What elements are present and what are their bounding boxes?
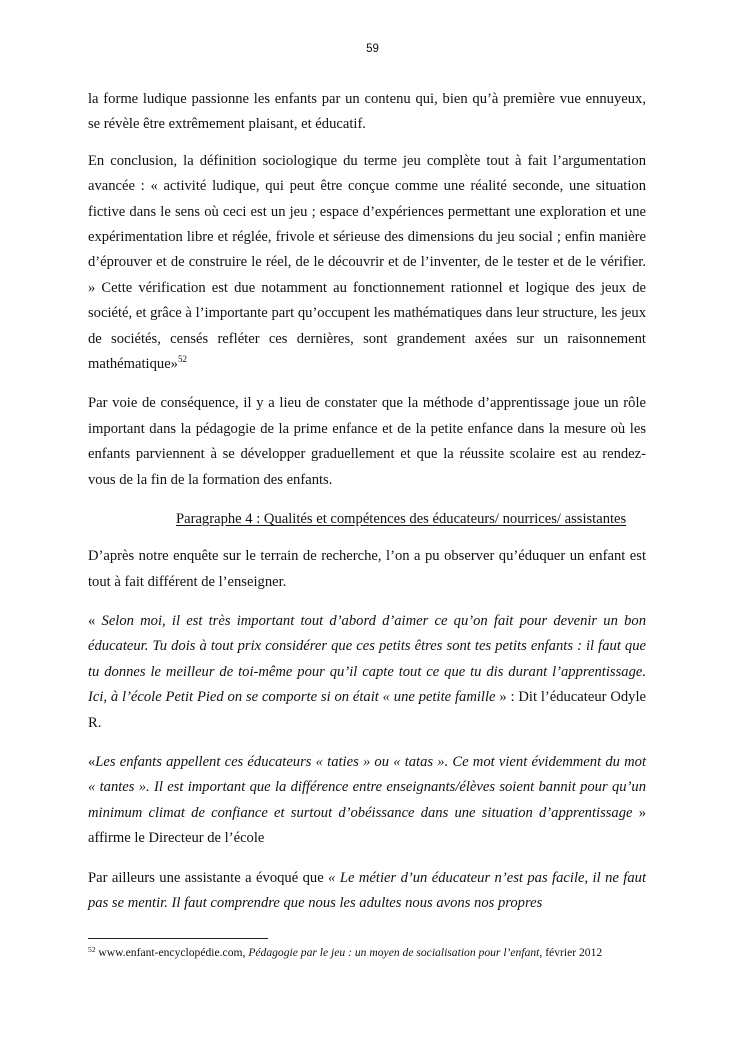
paragraph-2-text: En conclusion, la définition sociologique du terme jeu complète tout à fait l’argumentation avancée : « activité ludique, qui peut être conçue comme une réalité seconde, une situation fictive dans le sens où ceci est un jeu ; espace d’expériences permettant une exploration et une expérimentation libre et réglée, frivole et sérieuse des dimensions du jeu social ; enfin manière d’éprouver et de construire le réel, de le découvrir et de l’inventer, de le tester et de le vérifier. » Cette vérification est due notamment au fonctionnement rationnel et logique des jeux de société, et grâce à l’importante part qu’occupent les mathématiques dans leur structure, les jeux de sociétés, censés refléter ces dernières, sont grandement axées sur un raisonnement mathématique»	[88, 152, 646, 373]
quote-educator-attribution: » : Dit l’éducateur Odyle R.	[88, 689, 646, 731]
paragraph-2	[88, 149, 646, 378]
quote-open-mark: «	[88, 753, 96, 770]
page-number: 59	[366, 43, 379, 55]
quote-director-text: Les enfants appellent ces éducateurs « taties » ou « tatas ». Ce mot vient évidemment du mot « tantes ». Il est important que la différence entre enseignants/élèves soient bannit pour qu’un minimum climat de confiance et surtout d’obéissance dans une situation d’apprentissage	[88, 753, 646, 821]
footnote-date: , février 2012	[539, 946, 603, 959]
quote-educator-text: Selon moi, il est très important tout d’abord d’aimer ce qu’on fait pour devenir un bon éducateur. Tu dois à tout prix considérer que ces petits êtres sont tes petits enfants : il faut que tu donnes le meilleur de toi-même pour qu’il capte tout ce que tu dis durant l’apprentissage. Ici, à l’école Petit Pied on se comporte si on était « une petite famille	[88, 612, 647, 706]
paragraph-3: Par voie de conséquence, il y a lieu de constater que la méthode d’apprentissage joue un rôle important dans la pédagogie de la prime enfance et de la petite enfance dans la mesure où les enfants parviennent à se développer graduellement et que la réussite scolaire est au rendez-vous de la fin de la formation des enfants.	[88, 395, 646, 488]
section-heading-text: Paragraphe 4 : Qualités et compétences des éducateurs/ nourrices/ assistantes	[176, 511, 627, 528]
footnote-site: www.enfant-encyclopédie.com,	[95, 946, 249, 959]
paragraph-5-text: Par ailleurs une assistante a évoqué que	[88, 869, 329, 886]
quote-director	[88, 750, 646, 852]
footnote-title: Pédagogie par le jeu : un moyen de socialisation pour l’enfant	[248, 946, 540, 959]
paragraph-5	[88, 866, 646, 917]
quote-director-attribution: » affirme le Directeur de l’école	[88, 804, 647, 847]
paragraph-1: la forme ludique passionne les enfants par un contenu qui, bien qu’à première vue ennuyeux, se révèle être extrêmement plaisant, et éducatif.	[88, 91, 646, 133]
section-heading	[88, 507, 646, 531]
quote-open-mark: «	[88, 612, 102, 629]
footnote	[88, 946, 658, 960]
paragraph-4: D’après notre enquête sur le terrain de recherche, l’on a pu observer qu’éduquer un enfant est tout à fait différent de l’enseigner.	[88, 548, 646, 590]
body-text	[88, 87, 646, 930]
footnote-reference[interactable]: 52	[177, 354, 187, 365]
quote-assistant-text: « Le métier d’un éducateur n’est pas facile, il ne faut pas se mentir. Il faut comprendre que nous les adultes nous avons nos propres	[88, 869, 646, 911]
footnote-number: 52	[88, 945, 96, 954]
footnote-divider	[88, 938, 268, 939]
quote-educator	[88, 609, 646, 736]
